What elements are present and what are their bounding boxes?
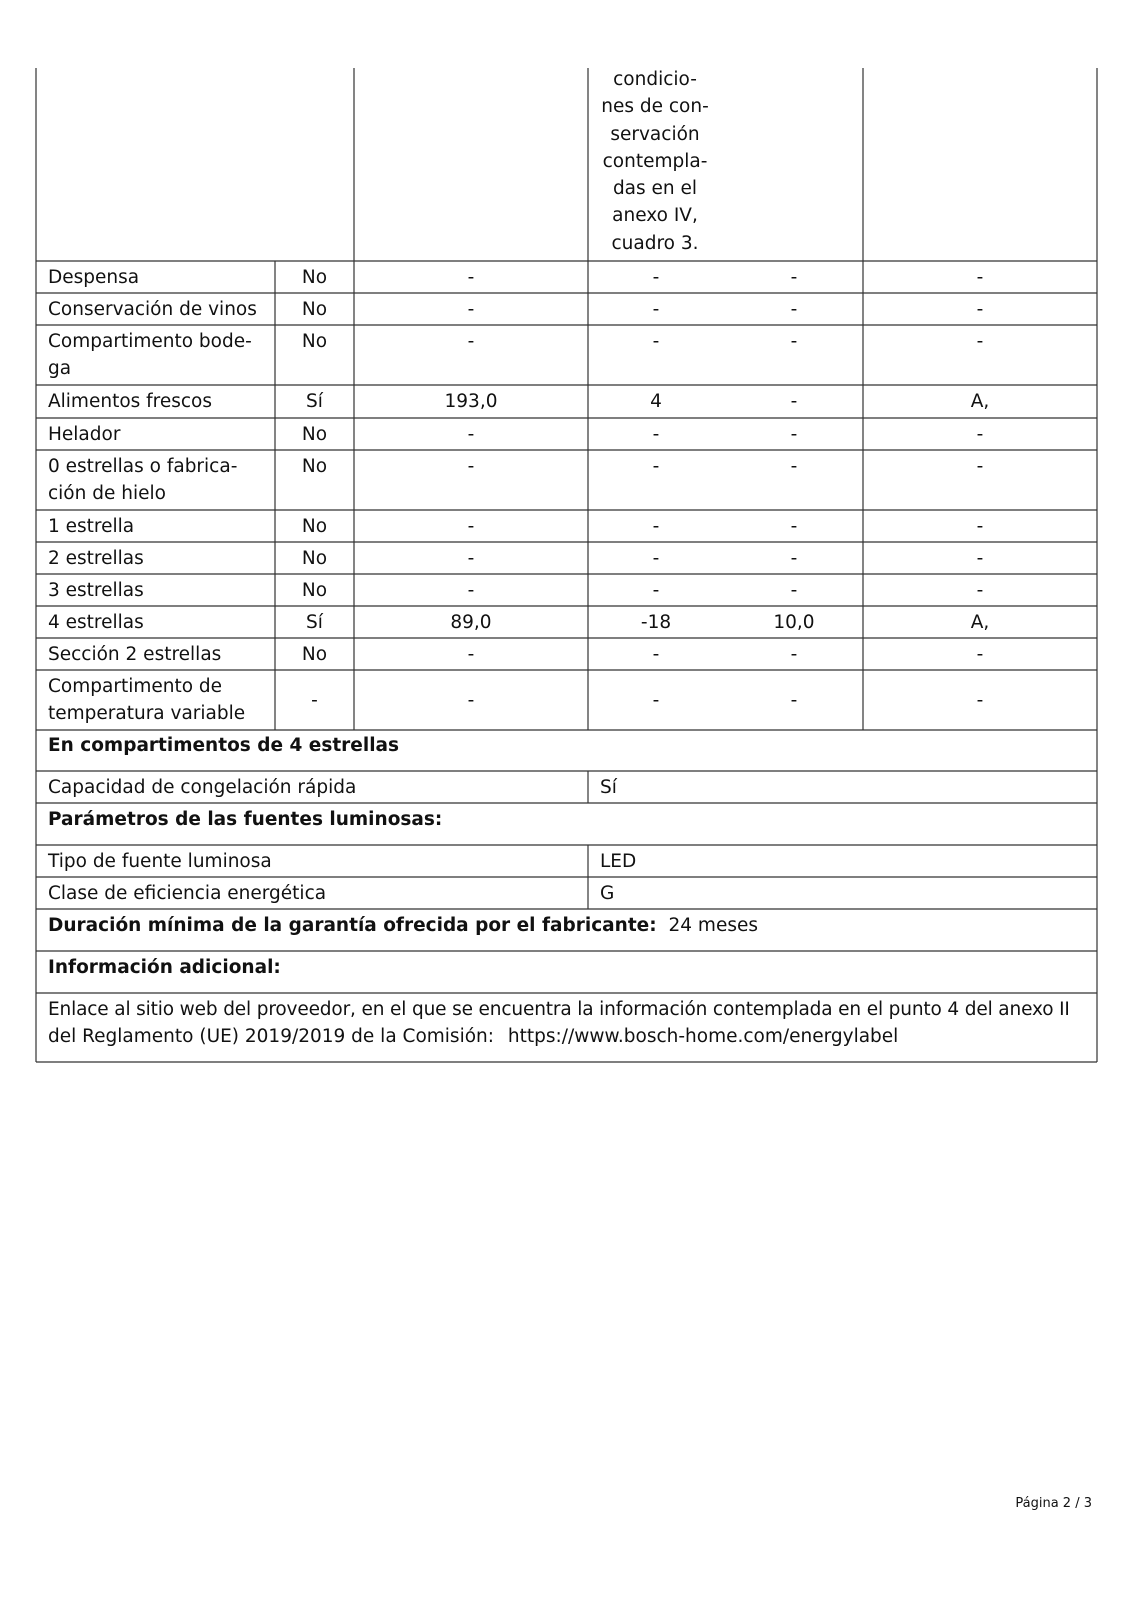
compartment-name <box>48 328 252 382</box>
volume-cell: - <box>467 424 475 445</box>
compartment-name-line: 3 estrellas <box>48 580 144 601</box>
volume-cell: - <box>467 548 475 569</box>
present-cell: No <box>301 580 328 601</box>
temperature-cell: -18 <box>640 612 672 633</box>
climate-cell: - <box>976 580 984 601</box>
temperature-cell: 4 <box>650 391 662 412</box>
compartment-name <box>48 641 221 668</box>
present-cell: No <box>301 516 328 537</box>
light-type-value: LED <box>600 851 637 872</box>
warranty-label: Duración mínima de la garantía ofrecida por el fabricante: <box>48 915 657 936</box>
regulation-text: del Reglamento (UE) 2019/2019 de la Comisión: <box>48 1026 494 1047</box>
continuation-line: cuadro 3. <box>611 232 699 254</box>
continuation-line: nes de con- <box>601 96 709 118</box>
continuation-line: servación <box>610 123 700 145</box>
capacity-cell: - <box>790 331 798 352</box>
temperature-cell: - <box>652 516 660 537</box>
compartment-name-line: temperatura variable <box>48 703 246 724</box>
supplier-link[interactable]: https://www.bosch-home.com/energylabel <box>507 1026 899 1047</box>
continuation-line: contempla- <box>602 150 708 172</box>
climate-cell: A, <box>970 612 990 633</box>
compartment-name-line: Compartimento bode- <box>48 331 252 352</box>
present-cell: Sí <box>306 391 323 412</box>
volume-cell: - <box>467 516 475 537</box>
compartment-name-line: 1 estrella <box>48 516 135 537</box>
compartment-name <box>48 421 120 448</box>
volume-cell: - <box>467 331 475 352</box>
compartment-name-line: 2 estrellas <box>48 548 144 569</box>
compartment-name-line: ga <box>48 358 72 379</box>
present-cell: No <box>301 456 328 477</box>
climate-cell: - <box>976 424 984 445</box>
volume-cell: - <box>467 456 475 477</box>
fast-freeze-label: Capacidad de congelación rápida <box>48 777 357 798</box>
compartment-name <box>48 577 144 604</box>
additional-info-heading: Información adicional: <box>48 957 281 978</box>
capacity-cell: - <box>790 516 798 537</box>
volume-cell: - <box>467 644 475 665</box>
capacity-cell: - <box>790 299 798 320</box>
continuation-line: anexo IV, <box>612 205 698 227</box>
continuation-line: condicio- <box>613 69 697 90</box>
capacity-cell: - <box>790 644 798 665</box>
temperature-cell: - <box>652 689 660 711</box>
page-number: Página 2 / 3 <box>1015 1496 1092 1511</box>
climate-cell: A, <box>970 391 990 412</box>
light-type-label: Tipo de fuente luminosa <box>48 851 272 872</box>
capacity-cell: - <box>790 548 798 569</box>
compartment-name-line: Sección 2 estrellas <box>48 644 222 665</box>
compartment-name <box>48 513 134 540</box>
present-cell: No <box>301 267 328 288</box>
temperature-cell: - <box>652 424 660 445</box>
additional-info-line1: Enlace al sitio web del proveedor, en el que se encuentra la información contemplada en el punto 4 del anexo II <box>48 999 1070 1020</box>
temperature-cell: - <box>652 456 660 477</box>
climate-cell: - <box>976 299 984 320</box>
warranty-row <box>48 912 758 939</box>
compartment-name-line: Helador <box>48 424 121 445</box>
compartment-name-line: 4 estrellas <box>48 612 144 633</box>
temperature-cell: - <box>652 548 660 569</box>
capacity-cell: - <box>790 580 798 601</box>
temperature-cell: - <box>652 580 660 601</box>
energy-class-label: Clase de eficiencia energética <box>48 883 327 904</box>
climate-cell: - <box>976 644 984 665</box>
volume-cell: - <box>467 580 475 601</box>
volume-cell: - <box>467 299 475 320</box>
temperature-cell: - <box>652 644 660 665</box>
light-params-heading: Parámetros de las fuentes luminosas: <box>48 809 443 830</box>
additional-info-line2 <box>48 1023 898 1050</box>
volume-cell: 193,0 <box>444 391 498 412</box>
temperature-cell: - <box>652 299 660 320</box>
volume-cell: - <box>467 689 475 711</box>
fast-freeze-value: Sí <box>600 777 617 798</box>
four-star-heading: En compartimentos de 4 estrellas <box>48 735 400 756</box>
capacity-cell: - <box>790 267 798 288</box>
compartment-name <box>48 296 257 323</box>
continuation-cell <box>591 66 719 257</box>
compartment-name-line: Despensa <box>48 267 140 288</box>
present-cell: Sí <box>306 612 323 633</box>
compartment-name-line: Alimentos frescos <box>48 391 213 412</box>
present-cell: No <box>301 331 328 352</box>
capacity-cell: 10,0 <box>773 612 815 633</box>
compartment-name <box>48 609 144 636</box>
temperature-cell: - <box>652 267 660 288</box>
volume-cell: - <box>467 267 475 288</box>
compartment-name-line: ción de hielo <box>48 483 166 504</box>
climate-cell: - <box>976 548 984 569</box>
compartment-name-line: 0 estrellas o fabrica- <box>48 456 238 477</box>
climate-cell: - <box>976 456 984 477</box>
climate-cell: - <box>976 689 984 711</box>
compartment-name-line: Conservación de vinos <box>48 299 257 320</box>
continuation-line: das en el <box>612 178 698 200</box>
compartment-name <box>48 264 139 291</box>
present-cell: No <box>301 424 328 445</box>
climate-cell: - <box>976 267 984 288</box>
capacity-cell: - <box>790 456 798 477</box>
compartment-name <box>48 545 144 572</box>
climate-cell: - <box>976 331 984 352</box>
compartment-name <box>48 453 237 507</box>
temperature-cell: - <box>652 331 660 352</box>
compartment-name <box>48 673 245 727</box>
present-cell: No <box>301 299 328 320</box>
present-cell: No <box>301 644 328 665</box>
compartment-name <box>48 388 212 415</box>
energy-class-value: G <box>600 883 615 904</box>
present-cell: No <box>301 548 328 569</box>
compartment-name-line: Compartimento de <box>48 676 223 697</box>
climate-cell: - <box>976 516 984 537</box>
capacity-cell: - <box>790 424 798 445</box>
present-cell: - <box>311 689 318 711</box>
capacity-cell: - <box>790 689 798 711</box>
volume-cell: 89,0 <box>450 612 492 633</box>
warranty-value: 24 meses <box>668 915 758 936</box>
capacity-cell: - <box>790 391 798 412</box>
